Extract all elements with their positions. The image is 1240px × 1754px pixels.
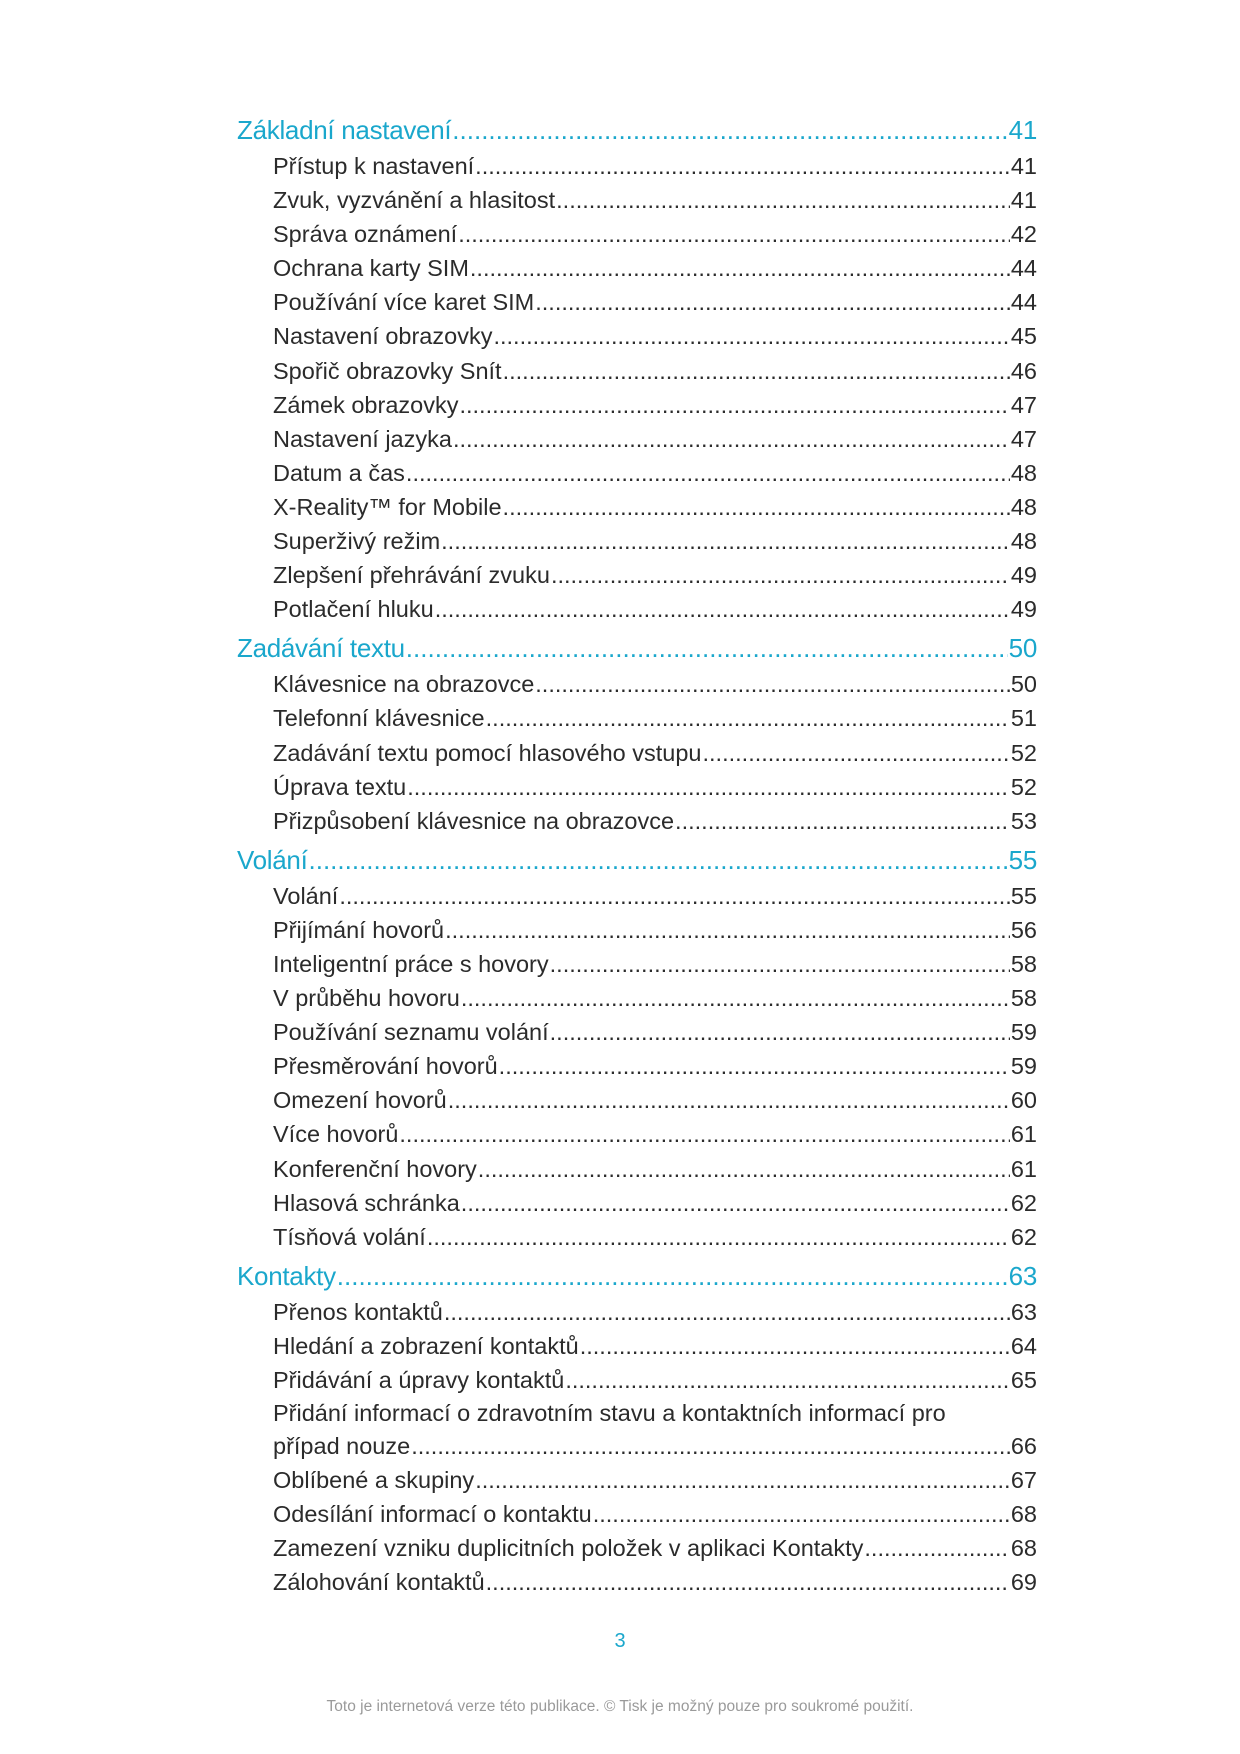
toc-entry-label: Telefonní klávesnice [273, 705, 485, 732]
dot-leader [448, 1083, 1010, 1117]
dot-leader [435, 592, 1010, 626]
toc-entry-label: Odesílání informací o kontaktu [273, 1501, 592, 1528]
toc-entry-label: Nastavení obrazovky [273, 323, 493, 350]
toc-entry-page: 44 [1010, 289, 1037, 316]
toc-section[interactable] [237, 842, 1037, 879]
toc-entry-label: Tísňová volání [273, 1223, 426, 1250]
toc-entry-page: 60 [1010, 1087, 1037, 1114]
toc-entry[interactable] [237, 183, 1037, 217]
toc-section-title: Zadávání textu [237, 633, 405, 664]
toc-entry-label: Omezení hovorů [273, 1087, 447, 1114]
dot-leader [503, 354, 1010, 388]
toc-entry-label: Ochrana karty SIM [273, 255, 469, 282]
dot-leader [593, 1497, 1010, 1531]
toc-entry-page: 68 [1010, 1535, 1037, 1562]
dot-leader [444, 1295, 1010, 1329]
toc-entry[interactable] [237, 1083, 1037, 1117]
toc-entry[interactable] [237, 1220, 1037, 1254]
toc-entry-label: Zamezení vzniku duplicitních položek v aplikaci Kontakty [273, 1535, 864, 1562]
dot-leader [458, 217, 1010, 251]
toc-entry-page: 52 [1010, 773, 1037, 800]
toc-entry-page: 48 [1010, 459, 1037, 486]
toc-entry-label: Přidávání a úpravy kontaktů [273, 1367, 565, 1393]
toc-entry[interactable] [237, 285, 1037, 319]
toc-entry[interactable] [237, 1015, 1037, 1049]
dot-leader [551, 558, 1010, 592]
toc-entry[interactable] [237, 736, 1037, 770]
toc-entry-page: 63 [1010, 1298, 1037, 1325]
dot-leader [535, 285, 1010, 319]
toc-entry[interactable] [237, 1186, 1037, 1220]
toc-section-title: Volání [237, 844, 308, 875]
toc-entry-label: Datum a čas [273, 459, 405, 486]
toc-entry-label: Přizpůsobení klávesnice na obrazovce [273, 807, 675, 834]
dot-leader [475, 149, 1010, 183]
toc-entry-label: Nastavení jazyka [273, 425, 452, 452]
toc-section-title: Kontakty [237, 1260, 336, 1291]
toc-entry-label: Zlepšení přehrávání zvuku [273, 562, 550, 589]
toc-entry[interactable] [237, 1363, 1037, 1397]
table-of-contents [237, 112, 1037, 1600]
toc-entry-label: Zámek obrazovky [273, 391, 459, 418]
toc-section-page: 63 [1008, 1260, 1037, 1291]
toc-entry-page: 53 [1010, 807, 1037, 834]
toc-entry-label: Inteligentní práce s hovory [273, 950, 549, 977]
toc-section-title: Základní nastavení [237, 115, 452, 145]
toc-entry[interactable] [237, 1497, 1037, 1531]
toc-entry-page: 49 [1010, 562, 1037, 589]
toc-entry[interactable] [237, 354, 1037, 388]
toc-entry-page: 46 [1010, 357, 1037, 384]
dot-leader [339, 879, 1010, 913]
toc-entry[interactable] [237, 251, 1037, 285]
page-number: 3 [614, 1630, 626, 1652]
toc-entry-label-cont: případ nouze [273, 1433, 411, 1460]
toc-entry-page: 41 [1010, 187, 1037, 214]
dot-leader [445, 913, 1010, 947]
toc-entry-label: Superživý režim [273, 528, 441, 555]
dot-leader [475, 1463, 1010, 1497]
dot-leader [461, 981, 1010, 1015]
dot-leader [550, 1015, 1010, 1049]
toc-entry[interactable] [237, 701, 1037, 735]
dot-leader [452, 112, 1007, 149]
toc-entry-page: 64 [1010, 1332, 1037, 1359]
toc-entry[interactable] [237, 667, 1037, 701]
dot-leader [406, 456, 1010, 490]
toc-entry-page: 49 [1010, 596, 1037, 623]
toc-entry-page: 47 [1010, 391, 1037, 418]
toc-entry[interactable] [237, 490, 1037, 524]
dot-leader [407, 770, 1010, 804]
toc-entry-page: 65 [1010, 1367, 1037, 1393]
dot-leader [565, 1363, 1010, 1397]
dot-leader [411, 1429, 1010, 1463]
toc-entry-page: 66 [1010, 1433, 1037, 1460]
dot-leader [580, 1329, 1010, 1363]
toc-entry-page: 52 [1010, 739, 1037, 766]
toc-entry-label: Klávesnice na obrazovce [273, 671, 535, 698]
toc-entry[interactable] [237, 1117, 1037, 1151]
toc-entry-label: Spořič obrazovky Snít [273, 357, 502, 384]
toc-entry[interactable] [237, 217, 1037, 251]
dot-leader [675, 804, 1010, 838]
toc-entry-page: 69 [1010, 1569, 1037, 1596]
toc-entry-page: 67 [1010, 1467, 1037, 1494]
toc-section[interactable] [237, 630, 1037, 667]
toc-section-page: 50 [1008, 633, 1037, 664]
toc-section[interactable] [237, 1258, 1037, 1295]
toc-entry-page: 58 [1010, 985, 1037, 1012]
dot-leader [703, 736, 1010, 770]
toc-entry-label: Zadávání textu pomocí hlasového vstupu [273, 739, 702, 766]
toc-entry-label: Přesměrování hovorů [273, 1053, 498, 1080]
dot-leader [461, 1186, 1010, 1220]
toc-entry[interactable] [237, 456, 1037, 490]
dot-leader [309, 842, 1008, 879]
toc-entry[interactable] [237, 981, 1037, 1015]
dot-leader [337, 1258, 1008, 1295]
toc-entry-label: Přidání informací o zdravotním stavu a kontaktních informací pro [273, 1400, 946, 1427]
toc-section-page: 55 [1008, 844, 1037, 875]
dot-leader [470, 251, 1010, 285]
toc-entry[interactable] [237, 804, 1037, 838]
toc-entry-label: Přijímání hovorů [273, 916, 445, 943]
toc-entry[interactable] [237, 422, 1037, 456]
toc-entry[interactable] [237, 1397, 1037, 1463]
toc-entry[interactable] [237, 1565, 1037, 1599]
toc-entry-label: Zvuk, vyzvánění a hlasitost [273, 187, 556, 214]
toc-entry[interactable] [237, 558, 1037, 592]
toc-entry[interactable] [237, 879, 1037, 913]
toc-entry-label: Zálohování kontaktů [273, 1569, 485, 1596]
dot-leader [399, 1117, 1009, 1151]
toc-entry-page: 50 [1010, 671, 1037, 698]
toc-entry-page: 44 [1010, 255, 1037, 282]
toc-entry[interactable] [237, 319, 1037, 353]
toc-entry-page: 45 [1010, 323, 1037, 350]
toc-entry[interactable] [237, 947, 1037, 981]
dot-leader [503, 490, 1010, 524]
toc-entry[interactable] [237, 1049, 1037, 1083]
toc-entry[interactable] [237, 524, 1037, 558]
toc-entry-page: 42 [1010, 221, 1037, 248]
toc-entry-page: 51 [1010, 705, 1037, 732]
toc-entry-label: X-Reality™ for Mobile [273, 493, 502, 520]
toc-entry-label: Přístup k nastavení [273, 153, 475, 179]
footer-note: Toto je internetová verze této publikace. © Tisk je možný pouze pro soukromé použití. [326, 1698, 914, 1715]
toc-entry-label: Správa oznámení [273, 221, 458, 248]
dot-leader [427, 1220, 1010, 1254]
toc-entry-label: Hlasová schránka [273, 1189, 460, 1216]
dot-leader [493, 319, 1009, 353]
toc-entry[interactable] [237, 913, 1037, 947]
toc-entry[interactable] [237, 1295, 1037, 1329]
toc-entry-page: 62 [1010, 1189, 1037, 1216]
toc-entry-page: 41 [1010, 153, 1037, 179]
toc-entry-page: 55 [1010, 882, 1037, 909]
toc-entry[interactable] [237, 770, 1037, 804]
toc-entry-label: Oblíbené a skupiny [273, 1467, 475, 1494]
dot-leader [864, 1531, 1009, 1565]
dot-leader [550, 947, 1010, 981]
dot-leader [453, 422, 1010, 456]
toc-entry-page: 47 [1010, 425, 1037, 452]
dot-leader [478, 1152, 1010, 1186]
toc-entry-label: Volání [273, 882, 339, 909]
toc-entry-label: Přenos kontaktů [273, 1298, 443, 1325]
toc-entry-page: 48 [1010, 493, 1037, 520]
toc-entry-label: Konferenční hovory [273, 1155, 477, 1182]
toc-entry[interactable] [237, 149, 1037, 183]
toc-entry[interactable] [237, 388, 1037, 422]
dot-leader [535, 667, 1010, 701]
toc-entry[interactable] [237, 1152, 1037, 1186]
dot-leader [459, 388, 1009, 422]
dot-leader [406, 630, 1008, 667]
toc-entry-label: Úprava textu [273, 773, 407, 800]
dot-leader [486, 701, 1010, 735]
toc-entry-page: 61 [1010, 1155, 1037, 1182]
toc-entry-page: 59 [1010, 1053, 1037, 1080]
toc-entry-page: 59 [1010, 1019, 1037, 1046]
toc-entry-label: V průběhu hovoru [273, 985, 460, 1012]
dot-leader [556, 183, 1010, 217]
toc-entry[interactable] [237, 592, 1037, 626]
toc-entry-label: Potlačení hluku [273, 596, 434, 623]
toc-entry-page: 56 [1010, 916, 1037, 943]
toc-entry-page: 62 [1010, 1223, 1037, 1250]
toc-entry-label: Více hovorů [273, 1121, 399, 1148]
dot-leader [486, 1565, 1010, 1599]
toc-entry-page: 61 [1010, 1121, 1037, 1148]
toc-entry[interactable] [237, 1329, 1037, 1363]
toc-section-page: 41 [1008, 115, 1037, 145]
toc-entry-page: 48 [1010, 528, 1037, 555]
toc-section[interactable] [237, 112, 1037, 149]
toc-entry-page: 68 [1010, 1501, 1037, 1528]
toc-entry-label: Používání více karet SIM [273, 289, 535, 316]
toc-entry[interactable] [237, 1463, 1037, 1497]
toc-entry-label: Hledání a zobrazení kontaktů [273, 1332, 579, 1359]
toc-entry[interactable] [237, 1531, 1037, 1565]
dot-leader [499, 1049, 1010, 1083]
toc-entry-label: Používání seznamu volání [273, 1019, 549, 1046]
toc-entry-page: 58 [1010, 950, 1037, 977]
dot-leader [441, 524, 1010, 558]
